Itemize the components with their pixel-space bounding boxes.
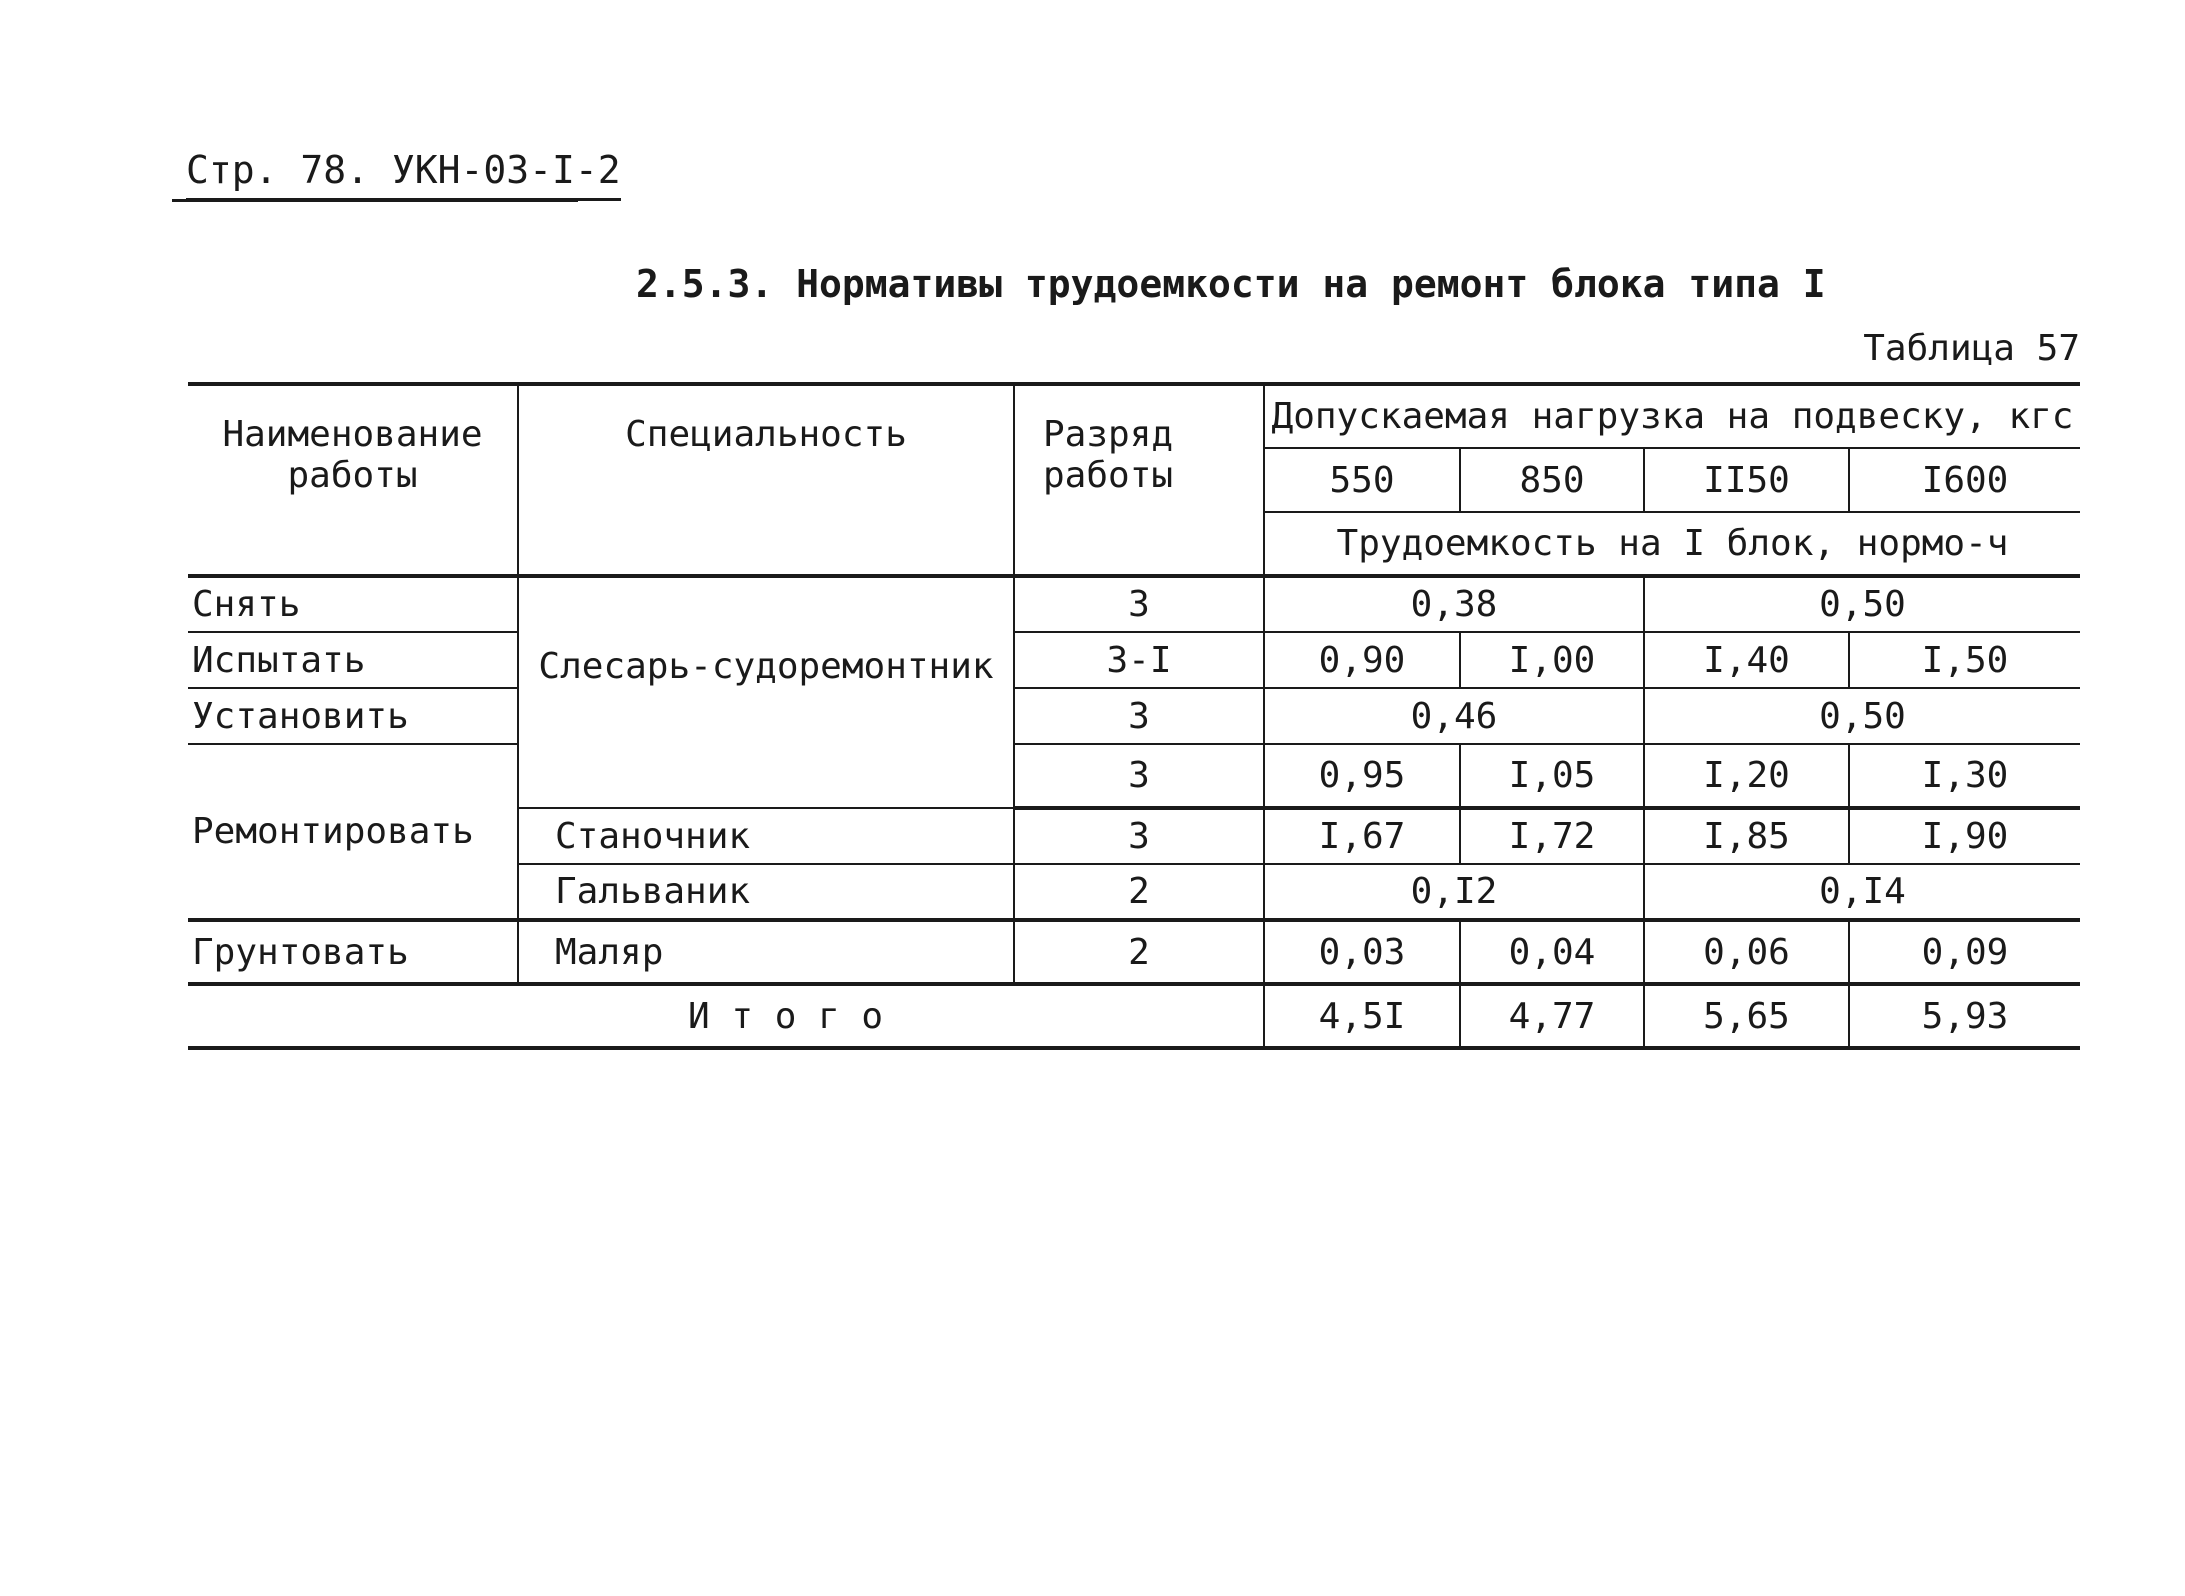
labor-norms-table (188, 382, 2080, 1050)
row-total-value-1150: 5,65 (1644, 984, 1849, 1048)
row-galvanik-value-high: 0,I4 (1644, 864, 2080, 920)
row-remont-slesar-grade: 3 (1014, 744, 1264, 808)
row-galvanik-value-low: 0,I2 (1264, 864, 1644, 920)
row-gruntovat-work: Грунтовать (188, 920, 518, 984)
row-remont-work: Ремонтировать (188, 744, 518, 920)
row-ispytat-work: Испытать (188, 632, 518, 688)
row-gruntovat-value-1150: 0,06 (1644, 920, 1849, 984)
page-header-underline (172, 199, 578, 202)
row-gruntovat-value-1600: 0,09 (1849, 920, 2080, 984)
header-labor-unit: Трудоемкость на I блок, нормо-ч (1264, 512, 2080, 576)
page-header: Стр. 78. УКН-03-I-2 (186, 148, 621, 201)
row-snyat-value-low: 0,38 (1264, 576, 1644, 632)
row-ispytat-grade: 3-I (1014, 632, 1264, 688)
row-ispytat-value-850: I,00 (1460, 632, 1644, 688)
row-ispytat-value-1600: I,50 (1849, 632, 2080, 688)
row-remont-slesar-value-850: I,05 (1460, 744, 1644, 808)
row-gruntovat-specialty: Маляр (518, 920, 1014, 984)
row-snyat-work: Снять (188, 576, 518, 632)
row-total-value-550: 4,5I (1264, 984, 1460, 1048)
row-ustanovit-work: Установить (188, 688, 518, 744)
header-load-group: Допускаемая нагрузка на подвеску, кгс (1264, 384, 2080, 448)
row-total-value-1600: 5,93 (1849, 984, 2080, 1048)
row-ustanovit-grade: 3 (1014, 688, 1264, 744)
section-title: 2.5.3. Нормативы трудоемкости на ремонт блока типа I (636, 262, 1826, 306)
header-load-1600: I600 (1849, 448, 2080, 512)
row-gruntovat-value-550: 0,03 (1264, 920, 1460, 984)
header-load-850: 850 (1460, 448, 1644, 512)
row-remont-slesar-value-550: 0,95 (1264, 744, 1460, 808)
row-snyat-value-high: 0,50 (1644, 576, 2080, 632)
header-specialty: Специальность (518, 384, 1014, 576)
row-ustanovit-value-low: 0,46 (1264, 688, 1644, 744)
row-ustanovit-value-high: 0,50 (1644, 688, 2080, 744)
row-stanochnik-value-1150: I,85 (1644, 808, 1849, 864)
row-stanochnik-value-850: I,72 (1460, 808, 1644, 864)
row-ispytat-value-1150: I,40 (1644, 632, 1849, 688)
row-gruntovat-value-850: 0,04 (1460, 920, 1644, 984)
header-load-1150: II50 (1644, 448, 1849, 512)
row-stanochnik-grade: 3 (1014, 808, 1264, 864)
row-total-value-850: 4,77 (1460, 984, 1644, 1048)
row-galvanik-grade: 2 (1014, 864, 1264, 920)
row-remont-slesar-value-1150: I,20 (1644, 744, 1849, 808)
row-galvanik-specialty: Гальваник (518, 864, 1014, 920)
row-stanochnik-value-550: I,67 (1264, 808, 1460, 864)
header-work-name: Наименование работы (188, 384, 518, 576)
row-stanochnik-value-1600: I,90 (1849, 808, 2080, 864)
row-total-label: И т о г о (188, 984, 1264, 1048)
table-caption: Таблица 57 (1863, 328, 2080, 369)
row-gruntovat-grade: 2 (1014, 920, 1264, 984)
header-grade: Разряд работы (1014, 384, 1264, 576)
row-stanochnik-specialty: Станочник (518, 808, 1014, 864)
specialty-slesar: Слесарь-судоремонтник (518, 576, 1014, 808)
row-remont-slesar-value-1600: I,30 (1849, 744, 2080, 808)
row-ispytat-value-550: 0,90 (1264, 632, 1460, 688)
header-load-550: 550 (1264, 448, 1460, 512)
row-snyat-grade: 3 (1014, 576, 1264, 632)
